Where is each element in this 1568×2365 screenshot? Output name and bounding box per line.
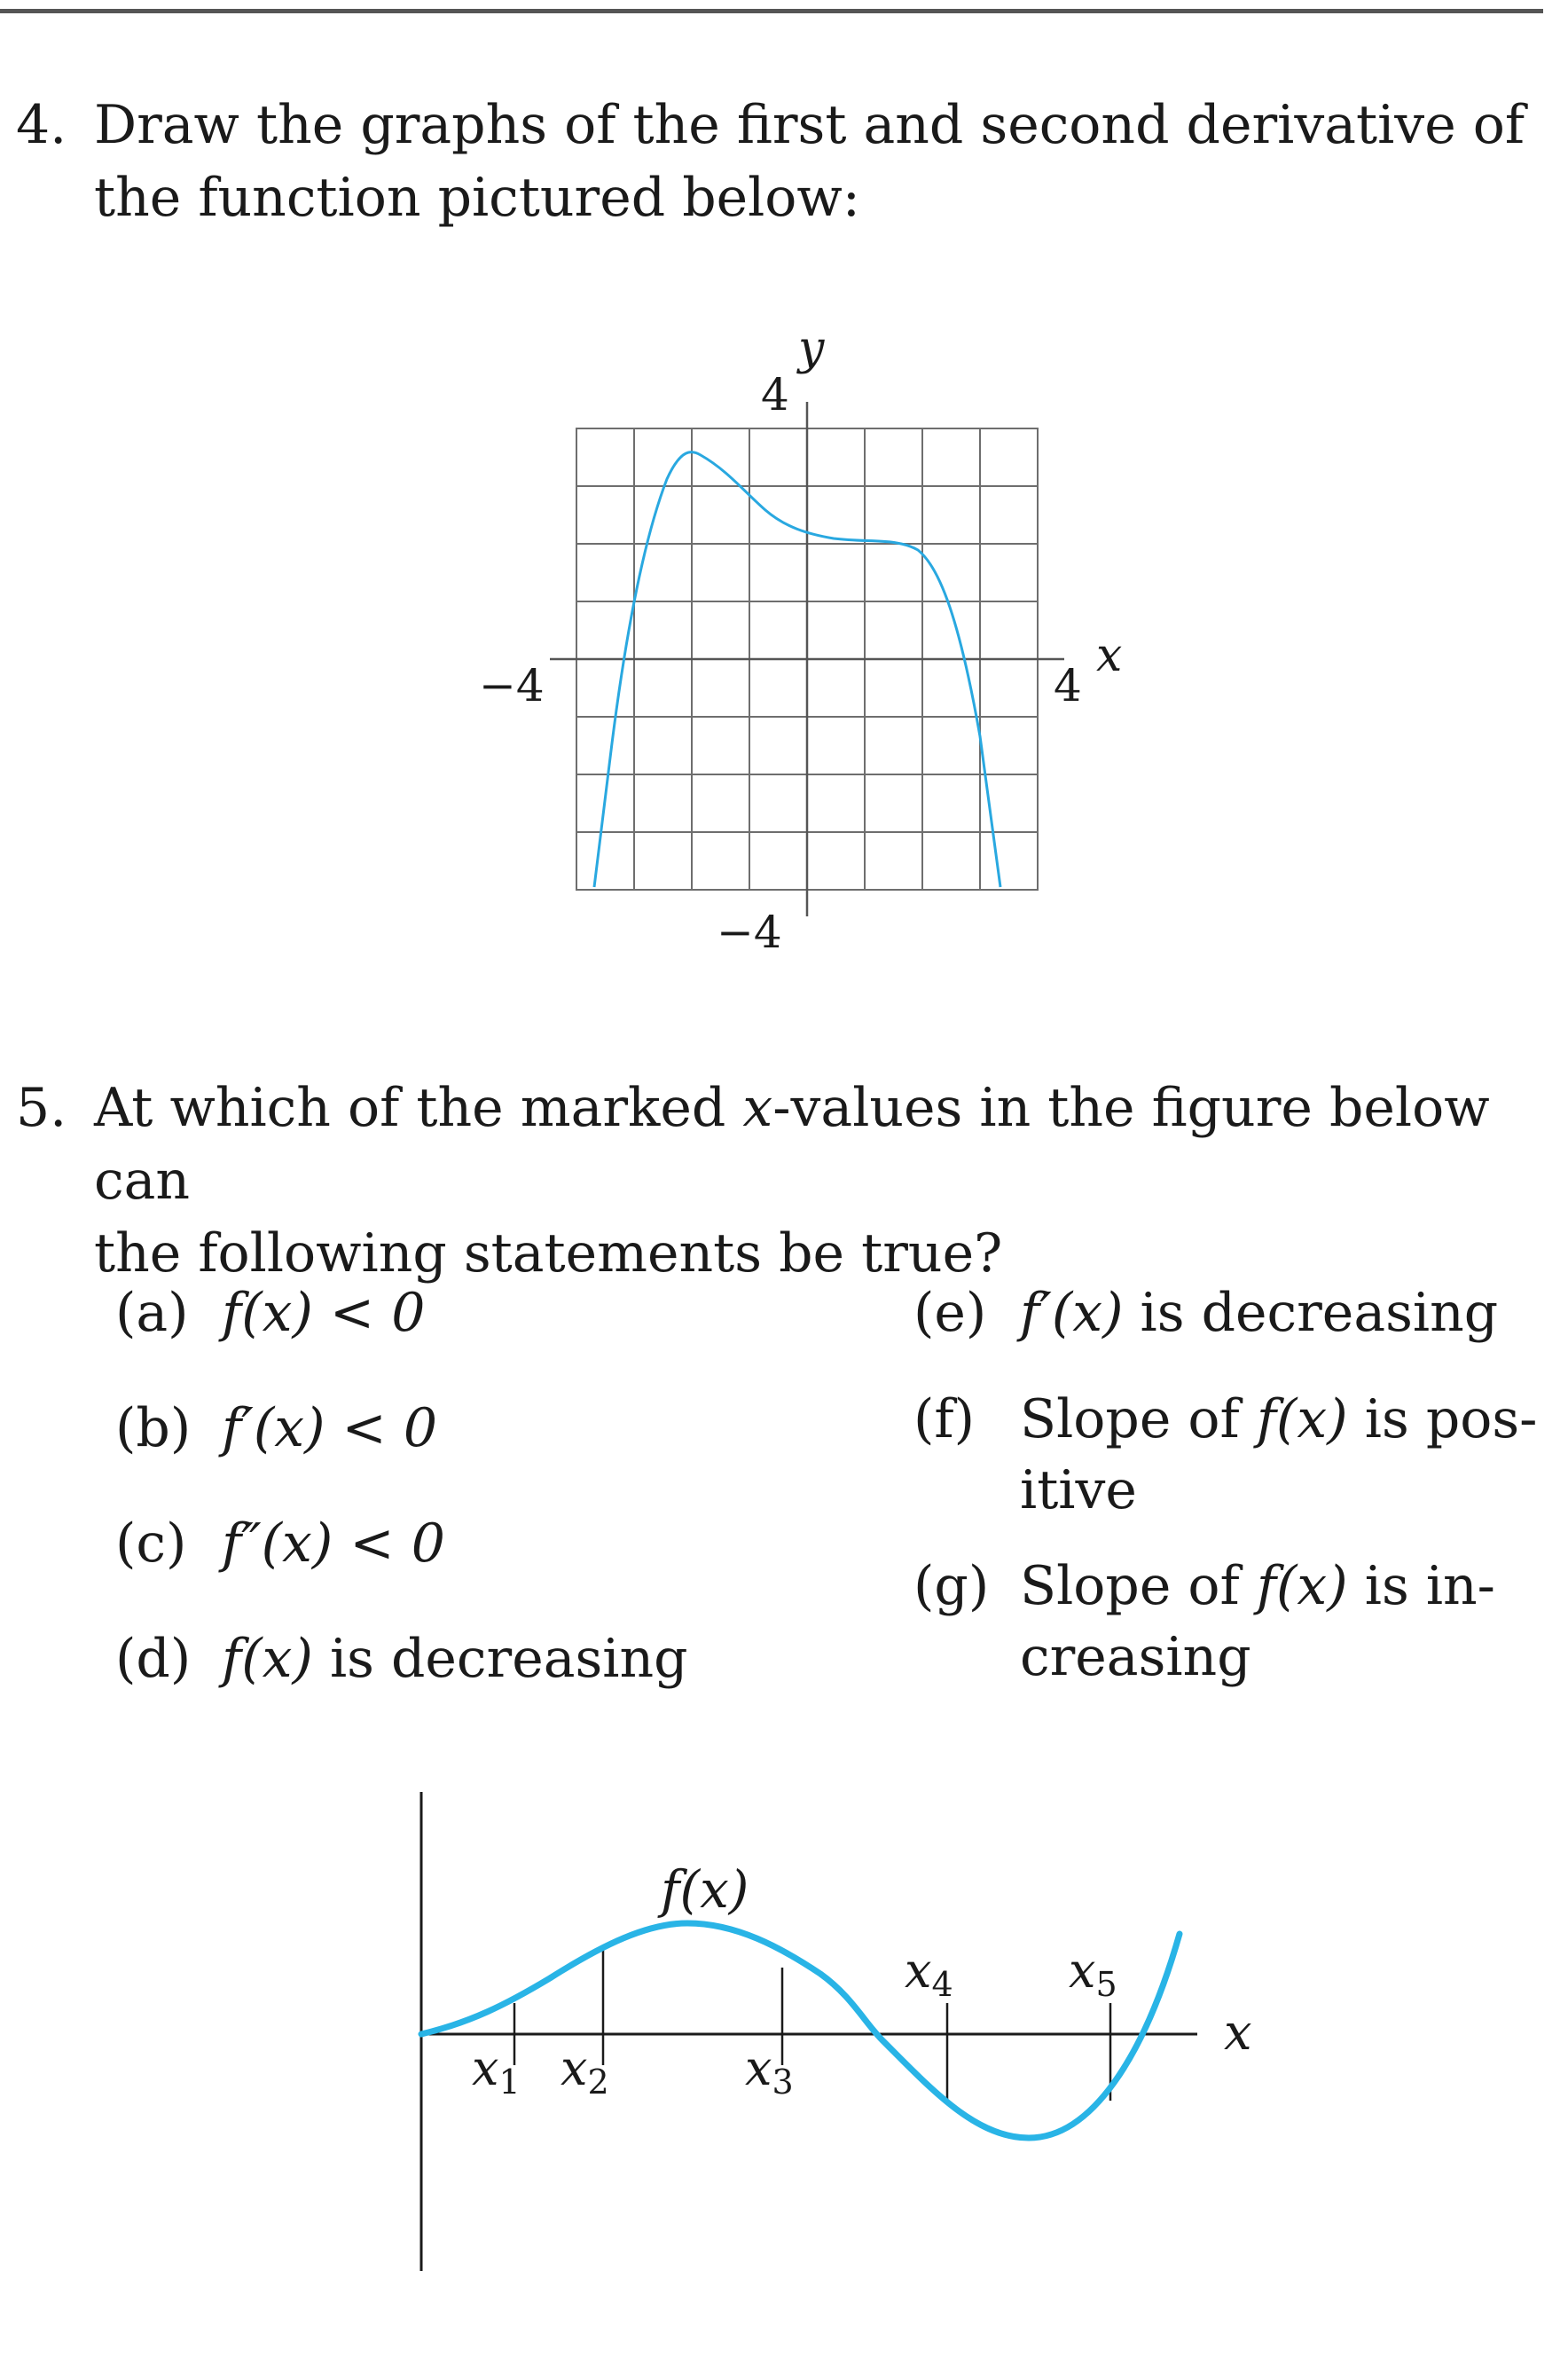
problem-5-line-1 — [94, 1072, 1548, 1217]
figure-1-x-left-tick: −4 — [479, 660, 545, 711]
part-d-fx: f(x) — [222, 1628, 313, 1690]
problem-5-line-2: the following statements be true? — [94, 1222, 1003, 1285]
part-d-rest: is decreasing — [312, 1628, 688, 1690]
problem-4-line-1: Draw the graphs of the first and second derivative of — [94, 94, 1525, 156]
figure-1-curve — [594, 452, 1000, 887]
figure-2-x-axis-label: x — [1224, 2004, 1252, 2062]
part-d-expr — [222, 1623, 688, 1694]
part-e-label: (e) — [913, 1282, 987, 1344]
part-f-line-1-a: Slope of — [1020, 1388, 1257, 1450]
part-d-label: (d) — [115, 1628, 192, 1690]
part-f-text — [1020, 1384, 1537, 1526]
problem-5-line-1-b: -values in the figure below can — [94, 1077, 1490, 1212]
figure-1-axes — [550, 402, 1064, 916]
figure-1-y-top-tick: 4 — [761, 369, 789, 420]
figure-1-y-bottom-tick: −4 — [717, 907, 782, 958]
part-a-expr: f(x) < 0 — [222, 1282, 426, 1344]
figure-1-y-label: y — [798, 322, 825, 375]
part-b-expr: f′(x) < 0 — [222, 1397, 438, 1459]
figure-2-graph — [0, 1756, 1568, 2289]
problem-4-number: 4. — [16, 94, 67, 156]
figure-2-curve-label: f(x) — [661, 1859, 749, 1920]
part-g-line-1-b: is in- — [1347, 1555, 1495, 1617]
mark-label-x3: x3 — [745, 2040, 794, 2102]
part-g-text — [1020, 1551, 1495, 1693]
problem-5-line-1-var: x — [742, 1077, 773, 1139]
part-f-line-1-b: is pos- — [1347, 1388, 1538, 1450]
part-f-line-2: itive — [1020, 1459, 1137, 1521]
problem-5-number: 5. — [16, 1077, 67, 1139]
figure-2-curve — [421, 1923, 1180, 2138]
part-f-fx: f(x) — [1256, 1388, 1348, 1450]
figure-2-axes — [421, 1792, 1197, 2271]
part-b-label: (b) — [115, 1397, 192, 1459]
part-a-label: (a) — [115, 1282, 189, 1344]
part-e-fx: f′(x) — [1020, 1282, 1124, 1344]
problem-4-line-2: the function pictured below: — [94, 167, 860, 229]
part-g-fx: f(x) — [1256, 1555, 1348, 1617]
mark-label-x5: x5 — [1069, 1943, 1117, 2004]
figure-1-x-label: x — [1096, 629, 1123, 682]
part-c-label: (c) — [115, 1512, 187, 1575]
mark-label-x4: x4 — [905, 1943, 953, 2004]
mark-label-x2: x2 — [561, 2040, 609, 2102]
part-g-line-1 — [1020, 1551, 1495, 1622]
figure-1-graph — [0, 0, 1568, 976]
problem-5-text — [94, 1072, 1548, 1290]
part-g-line-1-a: Slope of — [1020, 1555, 1257, 1617]
part-e-expr — [1020, 1277, 1498, 1348]
part-g-line-2: creasing — [1020, 1626, 1251, 1688]
part-f-label: (f) — [913, 1388, 976, 1450]
problem-5-line-1-a: At which of the marked — [94, 1077, 743, 1139]
part-f-line-1 — [1020, 1384, 1537, 1455]
part-c-expr: f″(x) < 0 — [222, 1512, 445, 1575]
part-g-label: (g) — [913, 1555, 990, 1617]
mark-label-x1: x1 — [472, 2040, 521, 2102]
part-e-rest: is decreasing — [1123, 1282, 1499, 1344]
figure-1-x-right-tick: 4 — [1054, 660, 1082, 711]
